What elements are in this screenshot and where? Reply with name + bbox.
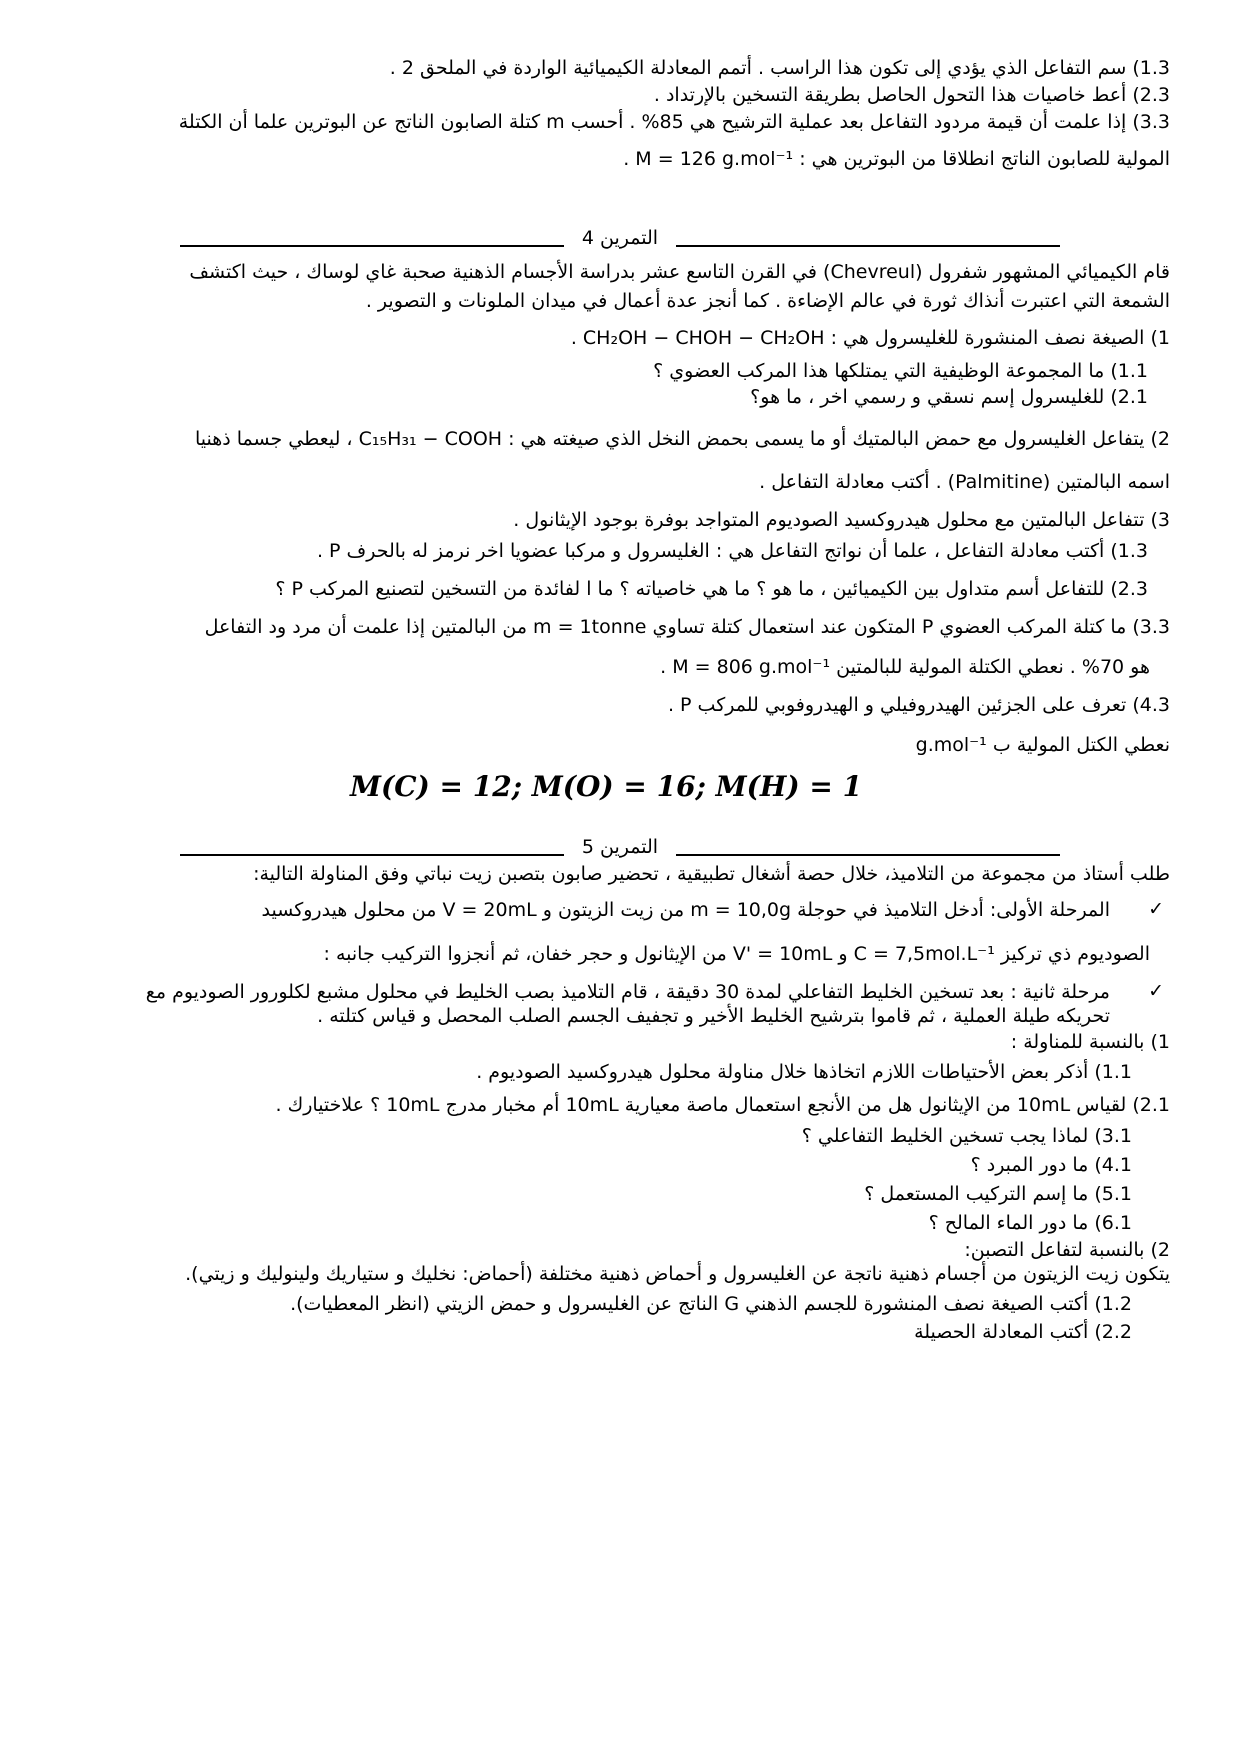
- part-2-saponification: 2) بالنسبة لتفاعل التصبن:: [964, 1239, 1170, 1261]
- palmitine-equation-line: اسمه البالمتين (Palmitine) . أكتب معادلة التفاعل .: [759, 471, 1170, 493]
- question-1-glycerol-formula: 1) الصيغة نصف المنشورة للغليسرول هي : CH₂OH − CHOH − CH₂OH .: [570, 327, 1170, 349]
- question-5-1-setup-name: 5.1) ما إسم التركيب المستعمل ؟: [864, 1183, 1132, 1205]
- molar-mass-palmitine-line: هو 70% . نعطي الكتلة المولية للبالمتين M = 806 g.mol⁻¹ .: [660, 656, 1150, 678]
- exercise-5-intro: طلب أستاذ من مجموعة من التلاميذ، خلال حصة أشغال تطبيقية ، تحضير صابون بتصبن زيت نباتي وفق المناولة التالية:: [253, 863, 1170, 885]
- header-rule-left: [180, 854, 564, 856]
- exercise-4-header: [180, 221, 1060, 249]
- header-rule-right: [676, 245, 1060, 247]
- question-1-3-name-reaction: 1.3) سم التفاعل الذي يؤدي إلى تكون هذا الراسب . أتمم المعادلة الكيميائية الواردة في الملحق 2 .: [389, 57, 1170, 79]
- check-mark-icon: ✓: [1148, 980, 1164, 1002]
- exercise-5-header: [180, 830, 1060, 858]
- header-rule-left: [180, 245, 564, 247]
- question-3-3-mass-p: 3.3) ما كتلة المركب العضوي P المتكون عند استعمال كتلة تساوي m = 1tonne من البالمتين إذا علمت أن مرد ود التفاعل: [204, 616, 1170, 638]
- step-1-line-1: المرحلة الأولى: أدخل التلاميذ في حوجلة m = 10,0g من زيت الزيتون و V = 20mL من محلول هيدروكسيد: [261, 899, 1110, 921]
- question-1-1-functional-group: 1.1) ما المجموعة الوظيفية التي يمتلكها هذا المركب العضوي ؟: [653, 360, 1148, 382]
- question-3-1-heating: 3.1) لماذا يجب تسخين الخليط التفاعلي ؟: [801, 1125, 1132, 1147]
- molar-mass-soap-line: المولية للصابون الناتج انطلاقا من البوترين هي : M = 126 g.mol⁻¹ .: [623, 148, 1170, 170]
- question-2-1-measuring: 2.1) لقياس 10mL من الإيثانول هل من الأنجع استعمال ماصة معيارية 10mL أم مخبار مدرج 10mL ؟ علاختيارك .: [275, 1094, 1170, 1116]
- question-2-3-reaction-name: 2.3) للتفاعل أسم متداول بين الكيميائين ، ما هو ؟ ما هي خاصياته ؟ ما ا لفائدة من التسخين لتصنيع المركب P ؟: [275, 578, 1148, 600]
- question-1-1-precautions: 1.1) أذكر بعض الأحتياطات اللازم اتخاذها خلال مناولة محلول هيدروكسيد الصوديوم .: [476, 1061, 1132, 1083]
- question-1-2-formula-g: 1.2) أكتب الصيغة نصف المنشورة للجسم الذهني G الناتج عن الغليسرول و حمض الزيتي (انظر المعطيات).: [290, 1293, 1132, 1315]
- question-2-palmitic-acid: 2) يتفاعل الغليسرول مع حمض البالمتيك أو ما يسمى بحمض النخل الذي صيغته هي : C₁₅H₃₁ − COOH ، ليعطي جسما ذهنيا: [194, 428, 1170, 450]
- exercise-5-title: التمرين 5: [581, 836, 659, 858]
- part-1-handling: 1) بالنسبة للمناولة :: [1010, 1031, 1170, 1053]
- molar-masses-equation: M(C) = 12; M(O) = 16; M(H) = 1: [350, 770, 863, 803]
- question-2-2-equation: 2.2) أكتب المعادلة الحصيلة: [914, 1321, 1132, 1343]
- question-6-1-salt-water: 6.1) ما دور الماء المالح ؟: [928, 1212, 1132, 1234]
- question-2-3-reflux-properties: 2.3) أعط خاصيات هذا التحول الحاصل بطريقة التسخين بالإرتداد .: [653, 84, 1170, 106]
- question-2-1-glycerol-name: 2.1) للغليسرول إسم نسقي و رسمي اخر ، ما هو؟: [750, 386, 1148, 408]
- step-2-line-2: تحريكه طيلة العملية ، ثم قاموا بترشيح الخليط الأخير و تجفيف الجسم الصلب المحصل و قياس كتلته .: [317, 1005, 1110, 1027]
- check-mark-icon: ✓: [1148, 898, 1164, 920]
- question-3-saponification: 3) تتفاعل البالمتين مع محلول هيدروكسيد الصوديوم المتواجد بوفرة بوجود الإيثانول .: [513, 509, 1170, 531]
- question-4-3-hydrophilic: 4.3) تعرف على الجزئين الهيدروفيلي و الهيدروفوبي للمركب P .: [667, 694, 1170, 716]
- question-4-1-condenser: 4.1) ما دور المبرد ؟: [970, 1154, 1132, 1176]
- step-1-line-2: الصوديوم ذي تركيز C = 7,5mol.L⁻¹ و V' = 10mL من الإيثانول و حجر خفان، ثم أنجزوا التركيب جانبه :: [323, 943, 1150, 965]
- exercise-4-title: التمرين 4: [581, 227, 659, 249]
- question-1-3-equation: 1.3) أكتب معادلة التفاعل ، علما أن نواتج التفاعل هي : الغليسرول و مركبا عضويا اخر نرمز له بالحرف P .: [316, 540, 1148, 562]
- exercise-4-intro-line-1: قام الكيميائي المشهور شفرول (Chevreul) في القرن التاسع عشر بدراسة الأجسام الذهنية صحبة غاي لوساك ، حيث اكتشف: [189, 261, 1170, 283]
- step-2-line-1: مرحلة ثانية : بعد تسخين الخليط التفاعلي لمدة 30 دقيقة ، قام التلاميذ بصب الخليط في محلول مشبع لكلورور الصوديوم مع: [145, 981, 1110, 1003]
- olive-oil-composition: يتكون زيت الزيتون من أجسام ذهنية ناتجة عن الغليسرول و أحماض ذهنية مختلفة (أحماض: نخليك و ستياريك ولينوليك و زيتي).: [185, 1263, 1170, 1285]
- exercise-4-intro-line-2: الشمعة التي اعتبرت أنذاك ثورة في عالم الإضاءة . كما أنجز عدة أعمال في ميدان الملونات و التصوير .: [365, 290, 1170, 312]
- molar-masses-intro: نعطي الكتل المولية ب g.mol⁻¹: [915, 734, 1170, 756]
- header-rule-right: [676, 854, 1060, 856]
- question-3-3-soap-mass: 3.3) إذا علمت أن قيمة مردود التفاعل بعد عملية الترشيح هي 85% . أحسب m كتلة الصابون الناتج عن البوترين علما أن الكتلة: [178, 111, 1170, 133]
